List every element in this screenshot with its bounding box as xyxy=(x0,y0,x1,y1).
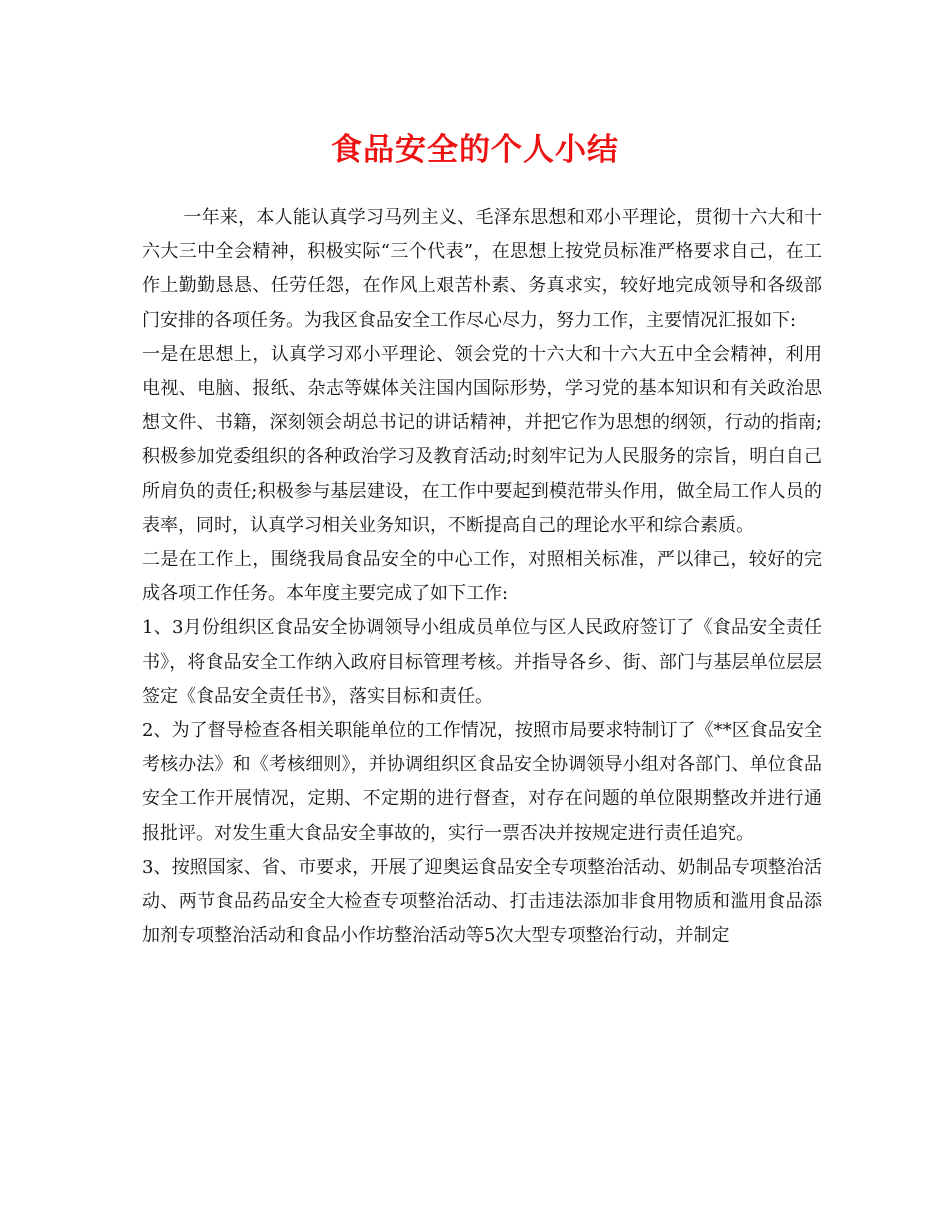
document-body xyxy=(142,201,822,953)
paragraph-item-1: 1、3月份组织区食品安全协调领导小组成员单位与区人民政府签订了《食品安全责任书》，将食品安全工作纳入政府目标管理考核。并指导各乡、街、部门与基层单位层层签定《食品安全责任书》，落实目标和责任。 xyxy=(142,617,822,707)
paragraph-intro: 一年来，本人能认真学习马列主义、毛泽东思想和邓小平理论，贯彻十六大和十六大三中全会精神，积极实际“三个代表”，在思想上按党员标准严格要求自己，在工作上勤勤恳恳、任劳任怨，在作风上艰苦朴素、务真求实，较好地完成领导和各级部门安排的各项任务。为我区食品安全工作尽心尽力，努力工作，主要情况汇报如下: xyxy=(142,207,822,331)
paragraph-work: 二是在工作上，围绕我局食品安全的中心工作，对照相关标准，严以律己，较好的完成各项工作任务。本年度主要完成了如下工作: xyxy=(142,549,822,605)
paragraph-ideology: 一是在思想上，认真学习邓小平理论、领会党的十六大和十六大五中全会精神，利用电视、电脑、报纸、杂志等媒体关注国内国际形势，学习党的基本知识和有关政治思想文件、书籍，深刻领会胡总书记的讲话精神，并把它作为思想的纲领，行动的指南;积极参加党委组织的各种政治学习及教育活动;时刻牢记为人民服务的宗旨，明白自己所肩负的责任;积极参与基层建设，在工作中要起到模范带头作用，做全局工作人员的表率，同时，认真学习相关业务知识，不断提高自己的理论水平和综合素质。 xyxy=(142,343,822,536)
document-title: 食品安全的个人小结 xyxy=(331,132,619,168)
paragraph-item-2: 2、为了督导检查各相关职能单位的工作情况，按照市局要求特制订了《**区食品安全考核办法》和《考核细则》，并协调组织区食品安全协调领导小组对各部门、单位食品安全工作开展情况，定期、不定期的进行督查，对存在问题的单位限期整改并进行通报批评。对发生重大食品安全事故的，实行一票否决并按规定进行责任追究。 xyxy=(142,720,822,844)
paragraph-item-3: 3、按照国家、省、市要求，开展了迎奥运食品安全专项整治活动、奶制品专项整治活动、两节食品药品安全大检查专项整治活动、打击违法添加非食用物质和滥用食品添加剂专项整治活动和食品小作坊整治活动等5次大型专项整治行动，并制定 xyxy=(142,856,822,947)
